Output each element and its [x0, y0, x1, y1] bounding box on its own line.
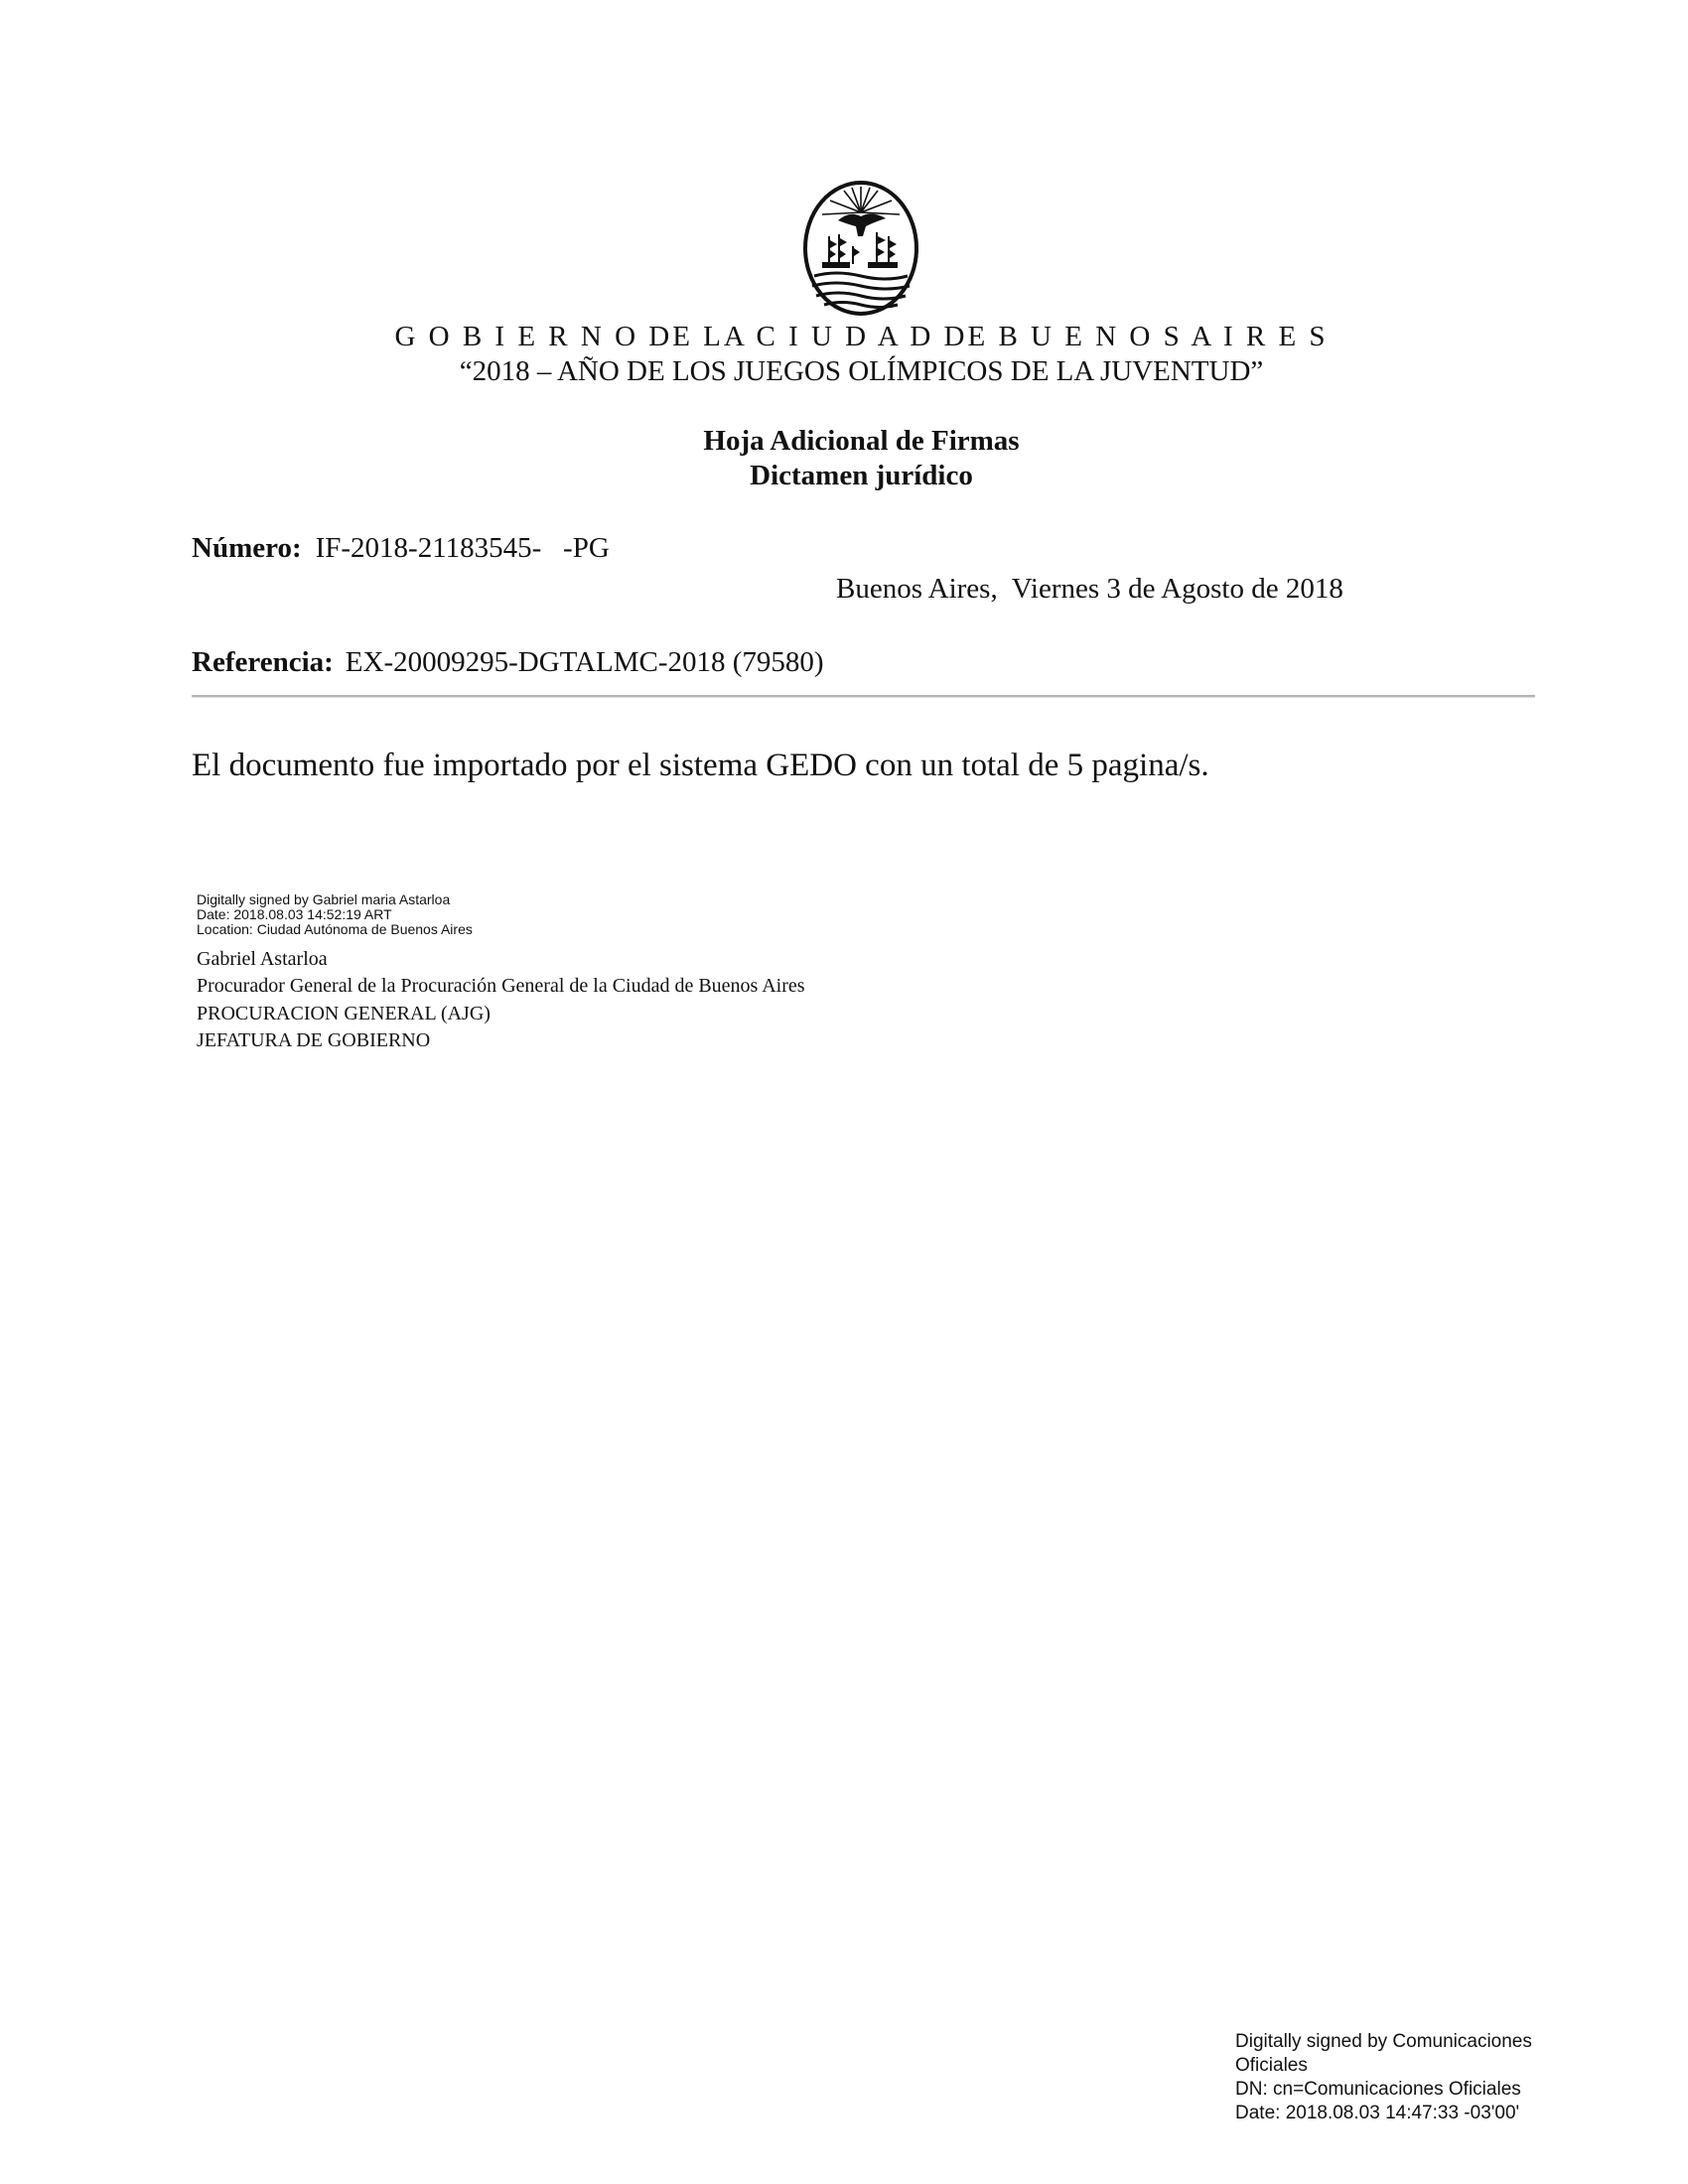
numero-label: Número: — [192, 532, 302, 564]
document-title: Hoja Adicional de Firmas — [703, 425, 1020, 457]
city-seal-emblem — [800, 171, 921, 318]
signer-role: Procurador General de la Procuración General de la Ciudad de Buenos Aires — [197, 975, 805, 997]
header-divider — [192, 695, 1535, 698]
digital-signature-location: Location: Ciudad Autónoma de Buenos Aires — [197, 921, 473, 937]
numero-row — [192, 532, 610, 565]
footer-signature-dn: DN: cn=Comunicaciones Oficiales — [1235, 2079, 1521, 2100]
import-note: El documento fue importado por el sistema GEDO con un total de 5 pagina/s. — [192, 748, 1209, 783]
footer-signature-line2: Oficiales — [1235, 2055, 1308, 2076]
footer-signature-date: Date: 2018.08.03 14:47:33 -03'00' — [1235, 2103, 1520, 2123]
document-subtitle: Dictamen jurídico — [750, 460, 973, 491]
signer-organization: PROCURACION GENERAL (AJG) — [197, 1003, 491, 1024]
referencia-row — [192, 646, 824, 679]
footer-signature-line1: Digitally signed by Comunicaciones — [1235, 2031, 1532, 2052]
year-motto: “2018 – AÑO DE LOS JUEGOS OLÍMPICOS DE LA JUVENTUD” — [459, 355, 1264, 387]
referencia-value: EX-20009295-DGTALMC-2018 (79580) — [345, 646, 824, 678]
signer-name: Gabriel Astarloa — [197, 948, 328, 970]
location-date: Buenos Aires, Viernes 3 de Agosto de 2018 — [836, 573, 1343, 605]
numero-value: IF-2018-21183545- -PG — [315, 532, 610, 564]
footer-digital-signature — [1235, 2030, 1672, 2125]
signer-department: JEFATURA DE GOBIERNO — [197, 1029, 431, 1051]
digital-signature-line: Digitally signed by Gabriel maria Astarloa — [197, 891, 451, 907]
referencia-label: Referencia: — [192, 646, 334, 678]
digital-signature-date: Date: 2018.08.03 14:52:19 ART — [197, 906, 392, 922]
government-header: G O B I E R N O DE LA C I U D A D DE B U E N O S A I R E S — [394, 321, 1329, 352]
